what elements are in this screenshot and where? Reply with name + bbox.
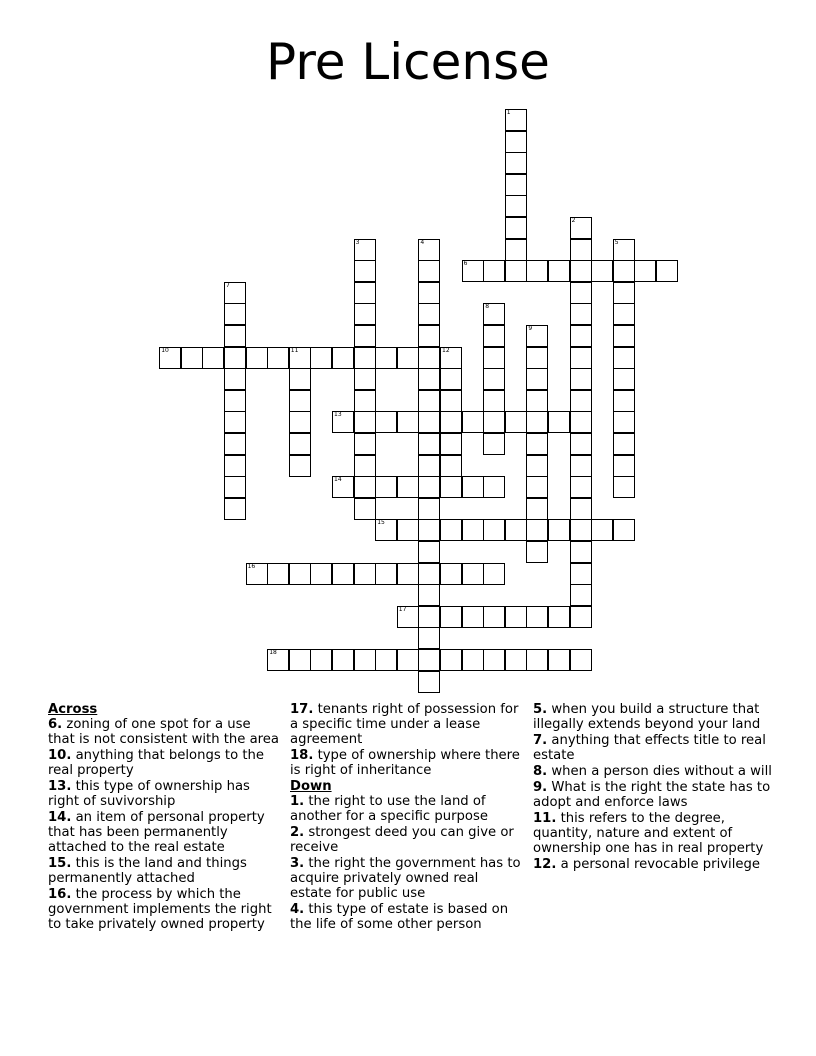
grid-cell[interactable]: [267, 649, 289, 671]
grid-cell[interactable]: [224, 347, 246, 369]
grid-cell[interactable]: [354, 563, 376, 585]
grid-cell[interactable]: [613, 260, 635, 282]
grid-cell[interactable]: [418, 584, 440, 606]
grid-cell[interactable]: [613, 303, 635, 325]
grid-cell[interactable]: [418, 563, 440, 585]
grid-cell[interactable]: [570, 390, 592, 412]
grid-cell[interactable]: [354, 303, 376, 325]
grid-cell[interactable]: [462, 606, 484, 628]
grid-cell[interactable]: [202, 347, 224, 369]
grid-cell[interactable]: [570, 606, 592, 628]
grid-cell[interactable]: [483, 303, 505, 325]
grid-cell[interactable]: [613, 368, 635, 390]
clue-down-11: 11. this refers to the degree, quantity, nature and extent of ownership one has in real property: [533, 811, 764, 856]
grid-cell[interactable]: [548, 649, 570, 671]
grid-cell[interactable]: [548, 411, 570, 433]
grid-cell[interactable]: [354, 476, 376, 498]
grid-cell[interactable]: [375, 476, 397, 498]
grid-cell[interactable]: [224, 455, 246, 477]
grid-cell[interactable]: [289, 347, 311, 369]
grid-cell[interactable]: [354, 368, 376, 390]
grid-cell[interactable]: [548, 519, 570, 541]
grid-cell[interactable]: [418, 282, 440, 304]
grid-cell[interactable]: [526, 411, 548, 433]
grid-cell[interactable]: [332, 347, 354, 369]
grid-cell[interactable]: [418, 239, 440, 261]
grid-cell[interactable]: [505, 260, 527, 282]
grid-cell[interactable]: [483, 390, 505, 412]
grid-cell[interactable]: [483, 649, 505, 671]
grid-cell[interactable]: [224, 303, 246, 325]
grid-cell[interactable]: [289, 649, 311, 671]
grid-cell[interactable]: [440, 390, 462, 412]
grid-cell[interactable]: [483, 411, 505, 433]
grid-cell[interactable]: [570, 498, 592, 520]
grid-cell[interactable]: [354, 347, 376, 369]
grid-cell[interactable]: [440, 649, 462, 671]
grid-cell[interactable]: [354, 411, 376, 433]
cell-number: 3: [355, 238, 360, 246]
grid-cell[interactable]: [332, 649, 354, 671]
clue-down-3: 3. the right the government has to acquire privately owned real estate for public use: [290, 856, 521, 901]
grid-cell[interactable]: [462, 260, 484, 282]
cell-number: 16: [247, 562, 256, 570]
grid-cell[interactable]: [224, 433, 246, 455]
across-heading: Across: [48, 702, 98, 717]
grid-cell[interactable]: [656, 260, 678, 282]
cell-number: 4: [420, 238, 425, 246]
grid-cell[interactable]: [375, 563, 397, 585]
grid-cell[interactable]: [440, 563, 462, 585]
grid-cell[interactable]: [397, 519, 419, 541]
grid-cell[interactable]: [354, 260, 376, 282]
grid-cell[interactable]: [505, 131, 527, 153]
clue-down-4: 4. this type of estate is based on the life of some other person: [290, 902, 509, 932]
grid-cell[interactable]: [375, 519, 397, 541]
clue-across-14: 14. an item of personal property that has been permanently attached to the real estate: [48, 810, 265, 855]
grid-cell[interactable]: [505, 411, 527, 433]
grid-cell[interactable]: [505, 174, 527, 196]
grid-cell[interactable]: [613, 519, 635, 541]
grid-cell[interactable]: [289, 390, 311, 412]
grid-cell[interactable]: [310, 649, 332, 671]
grid-cell[interactable]: [570, 282, 592, 304]
grid-cell[interactable]: [570, 239, 592, 261]
grid-cell[interactable]: [526, 606, 548, 628]
grid-cell[interactable]: [418, 671, 440, 693]
grid-cell[interactable]: [505, 519, 527, 541]
grid-cell[interactable]: [418, 433, 440, 455]
grid-cell[interactable]: [526, 498, 548, 520]
grid-cell[interactable]: [505, 239, 527, 261]
grid-cell[interactable]: [526, 325, 548, 347]
grid-cell[interactable]: [570, 433, 592, 455]
grid-cell[interactable]: [224, 390, 246, 412]
clue-down-1: 1. the right to use the land of another for a specific purpose: [290, 794, 488, 824]
grid-cell[interactable]: [483, 519, 505, 541]
grid-cell[interactable]: [224, 476, 246, 498]
grid-cell[interactable]: [462, 519, 484, 541]
grid-cell[interactable]: [354, 433, 376, 455]
clue-across-10: 10. anything that belongs to the real property: [48, 748, 264, 778]
grid-cell[interactable]: [526, 476, 548, 498]
page-title: Pre License: [266, 33, 550, 91]
grid-cell[interactable]: [354, 649, 376, 671]
grid-cell[interactable]: [613, 325, 635, 347]
down-heading: Down: [290, 779, 332, 794]
grid-cell[interactable]: [418, 303, 440, 325]
grid-cell[interactable]: [159, 347, 181, 369]
grid-cell[interactable]: [505, 152, 527, 174]
clue-across-17: 17. tenants right of possession for a specific time under a lease agreement: [290, 702, 519, 747]
grid-cell[interactable]: [462, 476, 484, 498]
grid-cell[interactable]: [289, 455, 311, 477]
clues-column-1: [48, 702, 280, 933]
grid-cell[interactable]: [570, 347, 592, 369]
grid-cell[interactable]: [526, 519, 548, 541]
grid-cell[interactable]: [418, 411, 440, 433]
clues-column-2: [290, 702, 522, 933]
grid-cell[interactable]: [483, 325, 505, 347]
grid-cell[interactable]: [613, 411, 635, 433]
grid-cell[interactable]: [483, 476, 505, 498]
grid-cell[interactable]: [375, 649, 397, 671]
cell-number: 10: [161, 346, 169, 354]
grid-cell[interactable]: [570, 217, 592, 239]
cell-number: 2: [571, 217, 576, 224]
grid-cell[interactable]: [418, 606, 440, 628]
grid-cell[interactable]: [354, 239, 376, 261]
grid-cell[interactable]: [397, 411, 419, 433]
grid-cell[interactable]: [526, 347, 548, 369]
grid-cell[interactable]: [397, 476, 419, 498]
cell-number: 13: [334, 411, 342, 419]
cell-number: 11: [290, 346, 299, 354]
cell-number: 18: [269, 649, 277, 656]
grid-cell[interactable]: [526, 390, 548, 412]
grid-cell[interactable]: [526, 433, 548, 455]
grid-cell[interactable]: [548, 260, 570, 282]
grid-cell[interactable]: [505, 217, 527, 239]
grid-cell[interactable]: [418, 260, 440, 282]
grid-cell[interactable]: [440, 455, 462, 477]
grid-cell[interactable]: [462, 563, 484, 585]
grid-cell[interactable]: [570, 563, 592, 585]
grid-cell[interactable]: [462, 411, 484, 433]
grid-cell[interactable]: [591, 260, 613, 282]
grid-cell[interactable]: [483, 606, 505, 628]
grid-cell[interactable]: [354, 282, 376, 304]
grid-cell[interactable]: [246, 347, 268, 369]
grid-cell[interactable]: [570, 368, 592, 390]
grid-cell[interactable]: [526, 649, 548, 671]
grid-cell[interactable]: [613, 282, 635, 304]
cell-number: 9: [528, 325, 533, 332]
grid-cell[interactable]: [267, 347, 289, 369]
grid-cell[interactable]: [224, 282, 246, 304]
grid-cell[interactable]: [548, 606, 570, 628]
clue-down-2: 2. strongest deed you can give or receive: [290, 825, 514, 855]
grid-cell[interactable]: [332, 476, 354, 498]
grid-cell[interactable]: [289, 411, 311, 433]
grid-cell[interactable]: [570, 541, 592, 563]
cell-number: 6: [463, 260, 468, 268]
grid-cell[interactable]: [418, 476, 440, 498]
grid-cell[interactable]: [505, 109, 527, 131]
clue-down-9: 9. What is the right the state has to adopt and enforce laws: [533, 780, 771, 810]
grid-cell[interactable]: [418, 541, 440, 563]
grid-cell[interactable]: [613, 433, 635, 455]
grid-cell[interactable]: [440, 368, 462, 390]
grid-cell[interactable]: [526, 541, 548, 563]
cell-number: 15: [377, 519, 385, 527]
clue-down-5: 5. when you build a structure that illegally extends beyond your land: [533, 702, 761, 732]
grid-cell[interactable]: [246, 563, 268, 585]
clue-across-6: 6. zoning of one spot for a use that is not consistent with the area: [48, 717, 279, 747]
grid-cell[interactable]: [483, 433, 505, 455]
grid-cell[interactable]: [224, 411, 246, 433]
grid-cell[interactable]: [181, 347, 203, 369]
grid-cell[interactable]: [570, 455, 592, 477]
grid-cell[interactable]: [418, 649, 440, 671]
grid-cell[interactable]: [224, 325, 246, 347]
cell-number: 1: [506, 109, 511, 116]
clue-down-12: 12. a personal revocable privilege: [533, 857, 760, 872]
grid-cell[interactable]: [332, 563, 354, 585]
grid-cell[interactable]: [505, 195, 527, 217]
cell-number: 8: [485, 303, 490, 311]
clue-across-18: 18. type of ownership where there is right of inheritance: [290, 748, 520, 778]
grid-cell[interactable]: [570, 649, 592, 671]
grid-cell[interactable]: [505, 606, 527, 628]
grid-cell[interactable]: [418, 368, 440, 390]
grid-cell[interactable]: [526, 368, 548, 390]
grid-cell[interactable]: [397, 347, 419, 369]
grid-cell[interactable]: [397, 649, 419, 671]
cell-number: 17: [398, 605, 407, 613]
grid-cell[interactable]: [483, 563, 505, 585]
grid-cell[interactable]: [440, 411, 462, 433]
cell-number: 5: [614, 238, 619, 246]
grid-cell[interactable]: [440, 433, 462, 455]
grid-cell[interactable]: [418, 455, 440, 477]
clues-column-3: [533, 702, 773, 873]
grid-cell[interactable]: [418, 347, 440, 369]
grid-cell[interactable]: [289, 368, 311, 390]
grid-cell[interactable]: [418, 498, 440, 520]
grid-cell[interactable]: [570, 260, 592, 282]
grid-cell[interactable]: [613, 347, 635, 369]
cell-number: 7: [226, 281, 230, 289]
grid-cell[interactable]: [354, 325, 376, 347]
grid-cell[interactable]: [613, 455, 635, 477]
grid-cell[interactable]: [397, 606, 419, 628]
grid-cell[interactable]: [375, 347, 397, 369]
grid-cell[interactable]: [332, 411, 354, 433]
grid-cell[interactable]: [267, 563, 289, 585]
grid-cell[interactable]: [526, 455, 548, 477]
grid-cell[interactable]: [354, 455, 376, 477]
grid-cell[interactable]: [440, 476, 462, 498]
grid-cell[interactable]: [354, 498, 376, 520]
clue-across-16: 16. the process by which the government implements the right to take privately owned property: [48, 887, 272, 932]
grid-cell[interactable]: [310, 563, 332, 585]
grid-cell[interactable]: [289, 433, 311, 455]
grid-cell[interactable]: [418, 627, 440, 649]
grid-cell[interactable]: [591, 519, 613, 541]
clue-down-8: 8. when a person dies without a will: [533, 764, 772, 779]
grid-cell[interactable]: [483, 368, 505, 390]
grid-cell[interactable]: [289, 563, 311, 585]
grid-cell[interactable]: [418, 390, 440, 412]
grid-cell[interactable]: [570, 584, 592, 606]
grid-cell[interactable]: [440, 606, 462, 628]
grid-cell[interactable]: [613, 476, 635, 498]
grid-cell[interactable]: [397, 563, 419, 585]
clue-across-13: 13. this type of ownership has right of suvivorship: [48, 779, 250, 809]
grid-cell[interactable]: [224, 368, 246, 390]
grid-cell[interactable]: [483, 347, 505, 369]
grid-cell[interactable]: [526, 260, 548, 282]
grid-cell[interactable]: [354, 390, 376, 412]
grid-cell[interactable]: [570, 325, 592, 347]
grid-cell[interactable]: [440, 519, 462, 541]
grid-cell[interactable]: [570, 519, 592, 541]
grid-cell[interactable]: [375, 411, 397, 433]
grid-cell[interactable]: [613, 239, 635, 261]
grid-cell[interactable]: [310, 347, 332, 369]
cell-number: 12: [442, 346, 450, 354]
grid-cell[interactable]: [418, 325, 440, 347]
grid-cell[interactable]: [613, 390, 635, 412]
grid-cell[interactable]: [505, 649, 527, 671]
grid-cell[interactable]: [634, 260, 656, 282]
cell-number: 14: [334, 476, 342, 484]
grid-cell[interactable]: [462, 649, 484, 671]
grid-cell[interactable]: [570, 303, 592, 325]
clue-down-7: 7. anything that effects title to real estate: [533, 733, 766, 763]
grid-cell[interactable]: [440, 347, 462, 369]
grid-cell[interactable]: [570, 476, 592, 498]
grid-cell[interactable]: [224, 498, 246, 520]
clue-across-15: 15. this is the land and things permanently attached: [48, 856, 247, 886]
grid-cell[interactable]: [483, 260, 505, 282]
grid-cell[interactable]: [418, 519, 440, 541]
grid-cell[interactable]: [570, 411, 592, 433]
